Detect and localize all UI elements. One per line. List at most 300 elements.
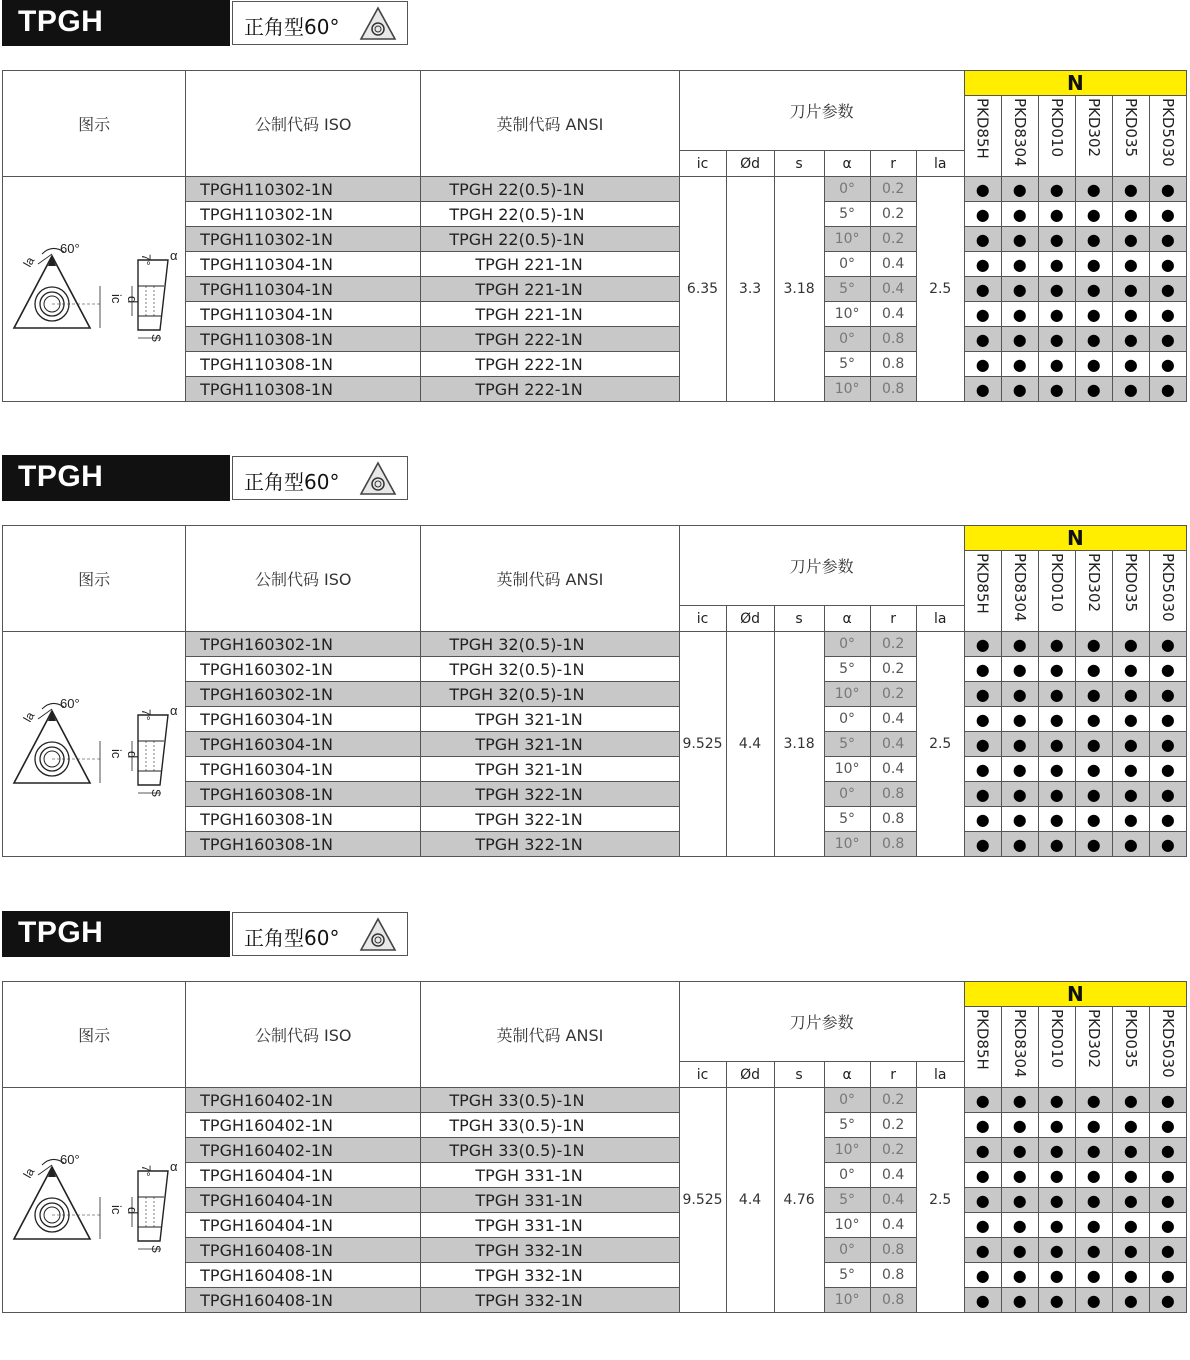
param-d-header: Ød [726, 151, 774, 177]
availability-dot: ● [1149, 732, 1186, 757]
insert-type-label: 正角型60° [244, 15, 340, 39]
availability-dot: ● [1038, 632, 1075, 657]
ansi-code-cell: TPGH 332-1N [421, 1238, 679, 1263]
grade-header [1112, 551, 1149, 632]
availability-dot: ● [964, 352, 1001, 377]
iso-code-cell: TPGH160402-1N [186, 1088, 421, 1113]
grade-header [1075, 551, 1112, 632]
ansi-code-cell: TPGH 222-1N [421, 352, 679, 377]
grade-header [1075, 96, 1112, 177]
grade-label: PKD010 [1047, 553, 1066, 613]
iso-code-cell: TPGH160304-1N [186, 757, 421, 782]
availability-dot: ● [1112, 1188, 1149, 1213]
availability-dot: ● [1075, 177, 1112, 202]
availability-dot: ● [1038, 202, 1075, 227]
grade-label: PKD8304 [1010, 553, 1029, 622]
spec-table [2, 525, 1187, 857]
availability-dot: ● [964, 1263, 1001, 1288]
availability-dot: ● [1001, 1138, 1038, 1163]
insert-params-header: 刀片参数 [679, 982, 964, 1062]
availability-dot: ● [1112, 1113, 1149, 1138]
param-d-value: 3.3 [726, 177, 774, 402]
availability-dot: ● [1075, 227, 1112, 252]
r-value: 0.2 [870, 177, 916, 202]
iso-code-cell: TPGH160308-1N [186, 832, 421, 857]
grade-header [964, 1007, 1001, 1088]
availability-dot: ● [1001, 807, 1038, 832]
grade-label: PKD302 [1084, 98, 1103, 158]
availability-dot: ● [1112, 227, 1149, 252]
alpha-value: 0° [824, 632, 870, 657]
availability-dot: ● [1001, 1163, 1038, 1188]
r-value: 0.4 [870, 732, 916, 757]
alpha-value: 5° [824, 202, 870, 227]
availability-dot: ● [964, 1163, 1001, 1188]
availability-dot: ● [964, 1188, 1001, 1213]
insert-params-header: 刀片参数 [679, 71, 964, 151]
availability-dot: ● [1149, 327, 1186, 352]
grade-label: PKD035 [1121, 1009, 1140, 1069]
availability-dot: ● [1149, 682, 1186, 707]
grade-label: PKD010 [1047, 98, 1066, 158]
ansi-code-cell: TPGH 221-1N [421, 302, 679, 327]
iso-code-cell: TPGH110302-1N [186, 177, 421, 202]
diagram-cell [3, 1088, 186, 1313]
param-s-value: 4.76 [774, 1088, 824, 1313]
availability-dot: ● [1075, 202, 1112, 227]
availability-dot: ● [1001, 1238, 1038, 1263]
availability-dot: ● [1001, 227, 1038, 252]
availability-dot: ● [1075, 657, 1112, 682]
param-s-value: 3.18 [774, 632, 824, 857]
availability-dot: ● [1001, 177, 1038, 202]
iso-code-cell: TPGH160402-1N [186, 1113, 421, 1138]
availability-dot: ● [1038, 682, 1075, 707]
alpha-value: 0° [824, 327, 870, 352]
availability-dot: ● [1001, 1288, 1038, 1313]
header-row [3, 982, 1187, 1007]
alpha-value: 5° [824, 732, 870, 757]
availability-dot: ● [964, 327, 1001, 352]
availability-dot: ● [1001, 377, 1038, 402]
grade-header [1038, 551, 1075, 632]
availability-dot: ● [1112, 732, 1149, 757]
alpha-label: α [170, 703, 178, 718]
ansi-code-cell: TPGH 332-1N [421, 1288, 679, 1313]
availability-dot: ● [1149, 177, 1186, 202]
availability-dot: ● [1112, 682, 1149, 707]
metric-code-header: 公制代码 ISO [186, 982, 421, 1088]
availability-dot: ● [1112, 1163, 1149, 1188]
diagram-header: 图示 [3, 982, 186, 1088]
availability-dot: ● [1038, 227, 1075, 252]
la-label: la [20, 254, 38, 270]
availability-dot: ● [1149, 782, 1186, 807]
alpha-label: α [170, 248, 178, 263]
iso-code-cell: TPGH160302-1N [186, 657, 421, 682]
param-r-header: r [870, 606, 916, 632]
availability-dot: ● [1001, 327, 1038, 352]
iso-code-cell: TPGH110308-1N [186, 352, 421, 377]
availability-dot: ● [1149, 657, 1186, 682]
spec-table [2, 70, 1187, 402]
availability-dot: ● [1112, 1263, 1149, 1288]
la-label: la [20, 1165, 38, 1181]
iso-code-cell: TPGH160404-1N [186, 1163, 421, 1188]
availability-dot: ● [1075, 707, 1112, 732]
availability-dot: ● [1001, 1263, 1038, 1288]
availability-dot: ● [964, 1238, 1001, 1263]
param-la-header: la [916, 606, 964, 632]
availability-dot: ● [1149, 252, 1186, 277]
ansi-code-cell: TPGH 222-1N [421, 377, 679, 402]
group-n-header: N [964, 71, 1186, 96]
r-value: 0.2 [870, 227, 916, 252]
availability-dot: ● [1075, 757, 1112, 782]
availability-dot: ● [1038, 1238, 1075, 1263]
param-r-header: r [870, 151, 916, 177]
ansi-code-cell: TPGH 33(0.5)-1N [421, 1113, 679, 1138]
alpha-value: 0° [824, 1088, 870, 1113]
r-value: 0.4 [870, 252, 916, 277]
ansi-code-cell: TPGH 22(0.5)-1N [421, 202, 679, 227]
param-ic-header: ic [679, 1062, 726, 1088]
availability-dot: ● [964, 177, 1001, 202]
availability-dot: ● [1075, 1263, 1112, 1288]
grade-label: PKD5030 [1158, 98, 1177, 167]
ic-label: ic [109, 294, 125, 304]
r-value: 0.2 [870, 1138, 916, 1163]
ansi-code-cell: TPGH 33(0.5)-1N [421, 1088, 679, 1113]
availability-dot: ● [1038, 1263, 1075, 1288]
availability-dot: ● [964, 632, 1001, 657]
angle-60-label: 60° [60, 241, 80, 256]
grade-header [1149, 96, 1186, 177]
availability-dot: ● [1001, 1213, 1038, 1238]
grade-label: PKD85H [973, 553, 992, 614]
metric-code-header: 公制代码 ISO [186, 71, 421, 177]
availability-dot: ● [1075, 782, 1112, 807]
grade-header [1001, 551, 1038, 632]
availability-dot: ● [964, 782, 1001, 807]
availability-dot: ● [1038, 302, 1075, 327]
ansi-code-cell: TPGH 322-1N [421, 807, 679, 832]
ansi-code-cell: TPGH 321-1N [421, 757, 679, 782]
table-row [3, 1088, 1187, 1113]
ansi-code-cell: TPGH 32(0.5)-1N [421, 632, 679, 657]
availability-dot: ● [1075, 377, 1112, 402]
s-label: S [149, 789, 164, 798]
param-la-header: la [916, 1062, 964, 1088]
availability-dot: ● [1112, 1238, 1149, 1263]
imperial-code-header: 英制代码 ANSI [421, 526, 679, 632]
product-tag [2, 455, 230, 501]
availability-dot: ● [964, 682, 1001, 707]
param-ic-value: 9.525 [679, 632, 726, 857]
r-value: 0.8 [870, 1263, 916, 1288]
metric-code-header: 公制代码 ISO [186, 526, 421, 632]
r-value: 0.2 [870, 202, 916, 227]
alpha-value: 10° [824, 1213, 870, 1238]
param-alpha-header: α [824, 606, 870, 632]
diagram-header: 图示 [3, 71, 186, 177]
insert-type-label: 正角型60° [244, 470, 340, 494]
availability-dot: ● [1038, 377, 1075, 402]
availability-dot: ● [964, 1213, 1001, 1238]
header-row [3, 71, 1187, 96]
param-d-value: 4.4 [726, 1088, 774, 1313]
availability-dot: ● [964, 757, 1001, 782]
grade-label: PKD8304 [1010, 1009, 1029, 1078]
r-value: 0.4 [870, 1188, 916, 1213]
param-ic-header: ic [679, 606, 726, 632]
availability-dot: ● [1149, 632, 1186, 657]
iso-code-cell: TPGH110308-1N [186, 377, 421, 402]
availability-dot: ● [964, 252, 1001, 277]
triangle-insert-icon [359, 6, 397, 42]
table-row [3, 632, 1187, 657]
availability-dot: ● [1038, 177, 1075, 202]
availability-dot: ● [1038, 782, 1075, 807]
iso-code-cell: TPGH160408-1N [186, 1263, 421, 1288]
product-tag-label: TPGH [18, 916, 104, 949]
availability-dot: ● [1149, 227, 1186, 252]
product-tag-label: TPGH [18, 460, 104, 493]
alpha-value: 5° [824, 1263, 870, 1288]
availability-dot: ● [1001, 1188, 1038, 1213]
grade-label: PKD302 [1084, 553, 1103, 613]
ansi-code-cell: TPGH 22(0.5)-1N [421, 177, 679, 202]
availability-dot: ● [1075, 1188, 1112, 1213]
ansi-code-cell: TPGH 221-1N [421, 252, 679, 277]
r-value: 0.8 [870, 807, 916, 832]
param-s-header: s [774, 151, 824, 177]
availability-dot: ● [1149, 1263, 1186, 1288]
alpha-value: 0° [824, 177, 870, 202]
availability-dot: ● [1112, 377, 1149, 402]
product-tag-label: TPGH [18, 5, 104, 38]
grade-header [1112, 96, 1149, 177]
s-label: S [149, 1245, 164, 1254]
availability-dot: ● [1075, 1113, 1112, 1138]
availability-dot: ● [1075, 1238, 1112, 1263]
ansi-code-cell: TPGH 321-1N [421, 732, 679, 757]
r-value: 0.4 [870, 1163, 916, 1188]
alpha-value: 5° [824, 1188, 870, 1213]
availability-dot: ● [1149, 377, 1186, 402]
availability-dot: ● [1075, 1138, 1112, 1163]
ansi-code-cell: TPGH 331-1N [421, 1213, 679, 1238]
ansi-code-cell: TPGH 32(0.5)-1N [421, 682, 679, 707]
availability-dot: ● [1001, 302, 1038, 327]
alpha-value: 5° [824, 277, 870, 302]
alpha-value: 10° [824, 377, 870, 402]
iso-code-cell: TPGH160402-1N [186, 1138, 421, 1163]
r-value: 0.8 [870, 1238, 916, 1263]
grade-header [1075, 1007, 1112, 1088]
availability-dot: ● [1112, 352, 1149, 377]
availability-dot: ● [964, 1288, 1001, 1313]
alpha-value: 0° [824, 707, 870, 732]
availability-dot: ● [1112, 327, 1149, 352]
availability-dot: ● [1075, 252, 1112, 277]
param-s-header: s [774, 606, 824, 632]
availability-dot: ● [964, 807, 1001, 832]
availability-dot: ● [1149, 277, 1186, 302]
availability-dot: ● [1038, 1113, 1075, 1138]
ansi-code-cell: TPGH 221-1N [421, 277, 679, 302]
availability-dot: ● [1001, 352, 1038, 377]
grade-label: PKD8304 [1010, 98, 1029, 167]
table-row [3, 177, 1187, 202]
availability-dot: ● [1001, 732, 1038, 757]
param-la-header: la [916, 151, 964, 177]
availability-dot: ● [1038, 1088, 1075, 1113]
alpha-value: 10° [824, 1288, 870, 1313]
availability-dot: ● [1038, 732, 1075, 757]
alpha-value: 0° [824, 1163, 870, 1188]
iso-code-cell: TPGH110304-1N [186, 277, 421, 302]
product-tag [2, 0, 230, 46]
availability-dot: ● [1149, 1163, 1186, 1188]
availability-dot: ● [1112, 252, 1149, 277]
availability-dot: ● [1038, 807, 1075, 832]
availability-dot: ● [1001, 277, 1038, 302]
param-la-value: 2.5 [916, 177, 964, 402]
ansi-code-cell: TPGH 32(0.5)-1N [421, 657, 679, 682]
r-value: 0.8 [870, 1288, 916, 1313]
alpha-value: 5° [824, 807, 870, 832]
alpha-value: 0° [824, 252, 870, 277]
availability-dot: ● [1075, 1213, 1112, 1238]
angle-7-label: 7° [139, 254, 154, 266]
grade-header [1149, 1007, 1186, 1088]
availability-dot: ● [1001, 832, 1038, 857]
availability-dot: ● [1075, 1288, 1112, 1313]
availability-dot: ● [1038, 757, 1075, 782]
r-value: 0.2 [870, 632, 916, 657]
availability-dot: ● [1149, 1113, 1186, 1138]
availability-dot: ● [1038, 277, 1075, 302]
availability-dot: ● [1001, 657, 1038, 682]
availability-dot: ● [1075, 682, 1112, 707]
availability-dot: ● [1038, 1138, 1075, 1163]
insert-diagram [8, 234, 180, 344]
availability-dot: ● [1038, 1188, 1075, 1213]
alpha-value: 10° [824, 302, 870, 327]
d-label: d [125, 751, 141, 759]
availability-dot: ● [1001, 757, 1038, 782]
availability-dot: ● [1149, 757, 1186, 782]
availability-dot: ● [1112, 202, 1149, 227]
availability-dot: ● [1075, 732, 1112, 757]
r-value: 0.4 [870, 302, 916, 327]
grade-label: PKD5030 [1158, 553, 1177, 622]
r-value: 0.2 [870, 682, 916, 707]
grade-header [1001, 1007, 1038, 1088]
grade-label: PKD85H [973, 98, 992, 159]
availability-dot: ● [1075, 302, 1112, 327]
grade-label: PKD010 [1047, 1009, 1066, 1069]
s-label: S [149, 334, 164, 343]
param-alpha-header: α [824, 151, 870, 177]
iso-code-cell: TPGH160304-1N [186, 732, 421, 757]
iso-code-cell: TPGH160404-1N [186, 1188, 421, 1213]
availability-dot: ● [1112, 782, 1149, 807]
param-d-value: 4.4 [726, 632, 774, 857]
group-n-header: N [964, 982, 1186, 1007]
availability-dot: ● [964, 227, 1001, 252]
grade-header [1038, 1007, 1075, 1088]
availability-dot: ● [1001, 632, 1038, 657]
availability-dot: ● [1038, 252, 1075, 277]
spec-table [2, 981, 1187, 1313]
d-label: d [125, 1207, 141, 1215]
availability-dot: ● [1149, 1238, 1186, 1263]
ansi-code-cell: TPGH 321-1N [421, 707, 679, 732]
r-value: 0.8 [870, 327, 916, 352]
availability-dot: ● [1112, 807, 1149, 832]
ic-label: ic [109, 1205, 125, 1215]
grade-label: PKD85H [973, 1009, 992, 1070]
r-value: 0.8 [870, 832, 916, 857]
angle-60-label: 60° [60, 696, 80, 711]
imperial-code-header: 英制代码 ANSI [421, 982, 679, 1088]
header-row [3, 526, 1187, 551]
insert-diagram [8, 1145, 180, 1255]
availability-dot: ● [1112, 657, 1149, 682]
availability-dot: ● [1075, 327, 1112, 352]
availability-dot: ● [1149, 352, 1186, 377]
triangle-insert-icon [359, 461, 397, 497]
availability-dot: ● [1075, 277, 1112, 302]
iso-code-cell: TPGH160304-1N [186, 707, 421, 732]
ansi-code-cell: TPGH 331-1N [421, 1163, 679, 1188]
availability-dot: ● [1149, 302, 1186, 327]
availability-dot: ● [1001, 1113, 1038, 1138]
la-label: la [20, 709, 38, 725]
alpha-value: 0° [824, 782, 870, 807]
iso-code-cell: TPGH160404-1N [186, 1213, 421, 1238]
availability-dot: ● [964, 657, 1001, 682]
availability-dot: ● [1075, 1088, 1112, 1113]
insert-params-header: 刀片参数 [679, 526, 964, 606]
angle-7-label: 7° [139, 709, 154, 721]
availability-dot: ● [964, 1088, 1001, 1113]
iso-code-cell: TPGH110302-1N [186, 202, 421, 227]
availability-dot: ● [1001, 782, 1038, 807]
alpha-value: 10° [824, 832, 870, 857]
r-value: 0.4 [870, 1213, 916, 1238]
param-d-header: Ød [726, 1062, 774, 1088]
availability-dot: ● [1038, 1163, 1075, 1188]
iso-code-cell: TPGH110304-1N [186, 302, 421, 327]
r-value: 0.4 [870, 757, 916, 782]
availability-dot: ● [1149, 832, 1186, 857]
d-label: d [125, 296, 141, 304]
r-value: 0.2 [870, 657, 916, 682]
availability-dot: ● [1149, 807, 1186, 832]
group-n-header: N [964, 526, 1186, 551]
insert-type-box [232, 1, 408, 45]
availability-dot: ● [1112, 1213, 1149, 1238]
param-s-value: 3.18 [774, 177, 824, 402]
grade-label: PKD5030 [1158, 1009, 1177, 1078]
availability-dot: ● [1038, 832, 1075, 857]
availability-dot: ● [964, 377, 1001, 402]
availability-dot: ● [1149, 1188, 1186, 1213]
alpha-value: 5° [824, 352, 870, 377]
